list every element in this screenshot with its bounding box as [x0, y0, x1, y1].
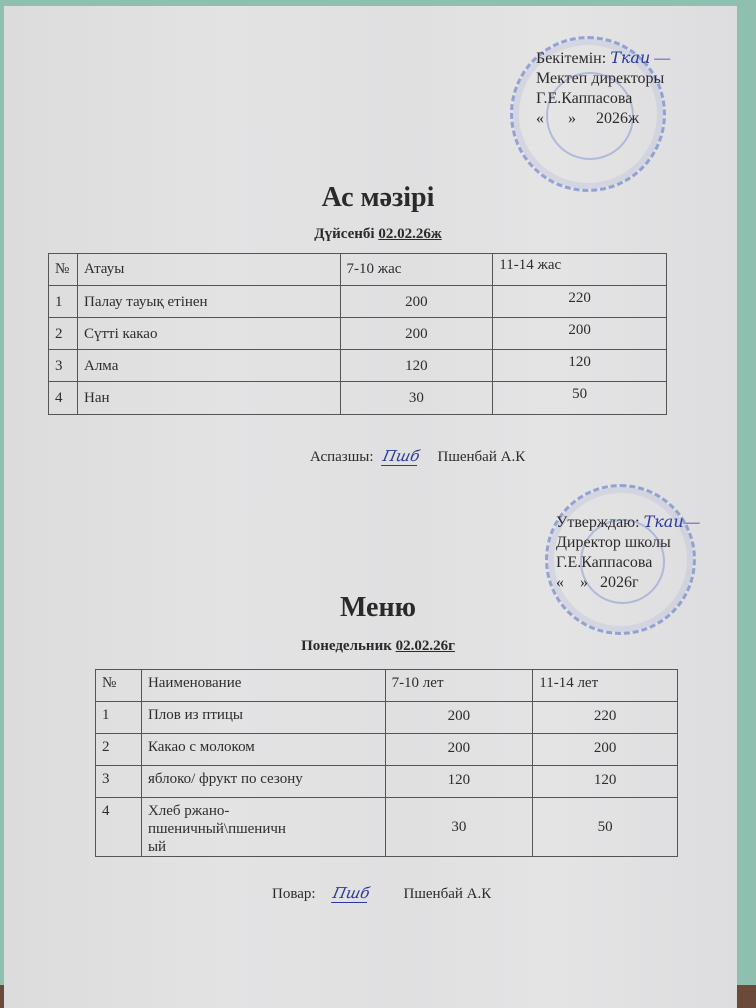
- row-number: 1: [49, 286, 78, 318]
- row-portion-7-10: 120: [340, 350, 493, 382]
- director-signature: Ткаu: [643, 512, 684, 531]
- table-row: [96, 798, 678, 857]
- row-number: 1: [96, 702, 142, 734]
- row-dish-name: Палау тауық етінен: [77, 286, 340, 318]
- approval-date-quotes: « »: [536, 110, 576, 127]
- approval-position: Мектеп директоры: [536, 70, 665, 87]
- approval-label: Бекітемін:: [536, 50, 607, 67]
- row-number: 4: [49, 382, 78, 415]
- cook-signature-line-ru: [272, 884, 491, 903]
- row-portion-7-10: 30: [340, 382, 493, 415]
- table-row: [49, 350, 667, 382]
- row-dish-name: Нан: [77, 382, 340, 415]
- row-portion-7-10: 200: [340, 286, 493, 318]
- day-label: Понедельник: [301, 638, 392, 654]
- menu-table-kz: [48, 253, 667, 415]
- row-portion-11-14: 120: [533, 766, 678, 798]
- header-age-7-10: 7-10 лет: [385, 670, 533, 702]
- row-dish-name: яблоко/ фрукт по сезону: [141, 766, 385, 798]
- header-age-7-10: 7-10 жас: [340, 254, 493, 286]
- row-dish-name: Какао с молоком: [141, 734, 385, 766]
- cook-signature: Пшб: [381, 447, 422, 465]
- cook-name: Пшенбай А.К: [437, 449, 526, 465]
- header-number: №: [49, 254, 78, 286]
- row-number: 4: [96, 798, 142, 857]
- row-dish-name: Хлеб ржано-пшеничный\пшеничный: [141, 798, 385, 857]
- table-row: [49, 382, 667, 415]
- director-signature: Ткаu: [610, 48, 651, 67]
- date-label: 02.02.26ж: [378, 226, 442, 242]
- table-header-row: [49, 254, 667, 286]
- row-portion-7-10: 200: [385, 702, 533, 734]
- cook-signature-line-kz: [310, 447, 525, 466]
- page-title-ru: Меню: [339, 592, 416, 623]
- table-row: [96, 734, 678, 766]
- approval-director-name: Г.Е.Каппасова: [536, 90, 633, 107]
- page-title-kz: Ас мәзірі: [321, 182, 435, 213]
- row-portion-11-14: 200: [493, 318, 667, 350]
- table-row: [49, 318, 667, 350]
- row-portion-11-14: 220: [533, 702, 678, 734]
- table-row: [49, 286, 667, 318]
- approval-year: 2026ж: [596, 110, 640, 127]
- table-row: [96, 766, 678, 798]
- approval-position: Директор школы: [556, 534, 671, 551]
- header-age-11-14: 11-14 жас: [493, 254, 667, 286]
- header-number: №: [96, 670, 142, 702]
- row-dish-name: Алма: [77, 350, 340, 382]
- row-portion-7-10: 120: [385, 766, 533, 798]
- row-dish-name: Сүтті какао: [77, 318, 340, 350]
- row-portion-7-10: 200: [385, 734, 533, 766]
- cook-name: Пшенбай А.К: [403, 886, 492, 902]
- row-number: 2: [49, 318, 78, 350]
- row-portion-11-14: 120: [493, 350, 667, 382]
- day-date-ru: [0, 638, 756, 655]
- cook-label: Повар:: [272, 886, 316, 902]
- day-date-kz: [0, 226, 756, 243]
- date-label: 02.02.26г: [395, 638, 455, 654]
- approval-label: Утверждаю:: [556, 514, 640, 531]
- menu-table-ru: [95, 669, 678, 857]
- row-portion-11-14: 200: [533, 734, 678, 766]
- row-portion-11-14: 220: [493, 286, 667, 318]
- approval-date-quotes: « »: [556, 574, 588, 591]
- row-number: 3: [49, 350, 78, 382]
- cook-signature: Пшб: [331, 884, 372, 902]
- table-row: [96, 702, 678, 734]
- approval-block-kz: Бекітемін: Ткаu — Мектеп директоры Г.Е.Каппасова « » 2026ж: [536, 48, 671, 127]
- table-header-row: [96, 670, 678, 702]
- approval-year: 2026г: [600, 574, 639, 591]
- row-portion-11-14: 50: [493, 382, 667, 415]
- row-number: 3: [96, 766, 142, 798]
- row-dish-name: Плов из птицы: [141, 702, 385, 734]
- header-age-11-14: 11-14 лет: [533, 670, 678, 702]
- header-name: Наименование: [141, 670, 385, 702]
- approval-director-name: Г.Е.Каппасова: [556, 554, 653, 571]
- row-portion-11-14: 50: [533, 798, 678, 857]
- day-label: Дүйсенбі: [314, 226, 375, 242]
- cook-label: Аспазшы:: [310, 449, 374, 465]
- header-name: Атауы: [77, 254, 340, 286]
- approval-block-ru: Утверждаю: Ткаu— Директор школы Г.Е.Каппасова « » 2026г: [556, 512, 700, 591]
- row-number: 2: [96, 734, 142, 766]
- row-portion-7-10: 30: [385, 798, 533, 857]
- row-portion-7-10: 200: [340, 318, 493, 350]
